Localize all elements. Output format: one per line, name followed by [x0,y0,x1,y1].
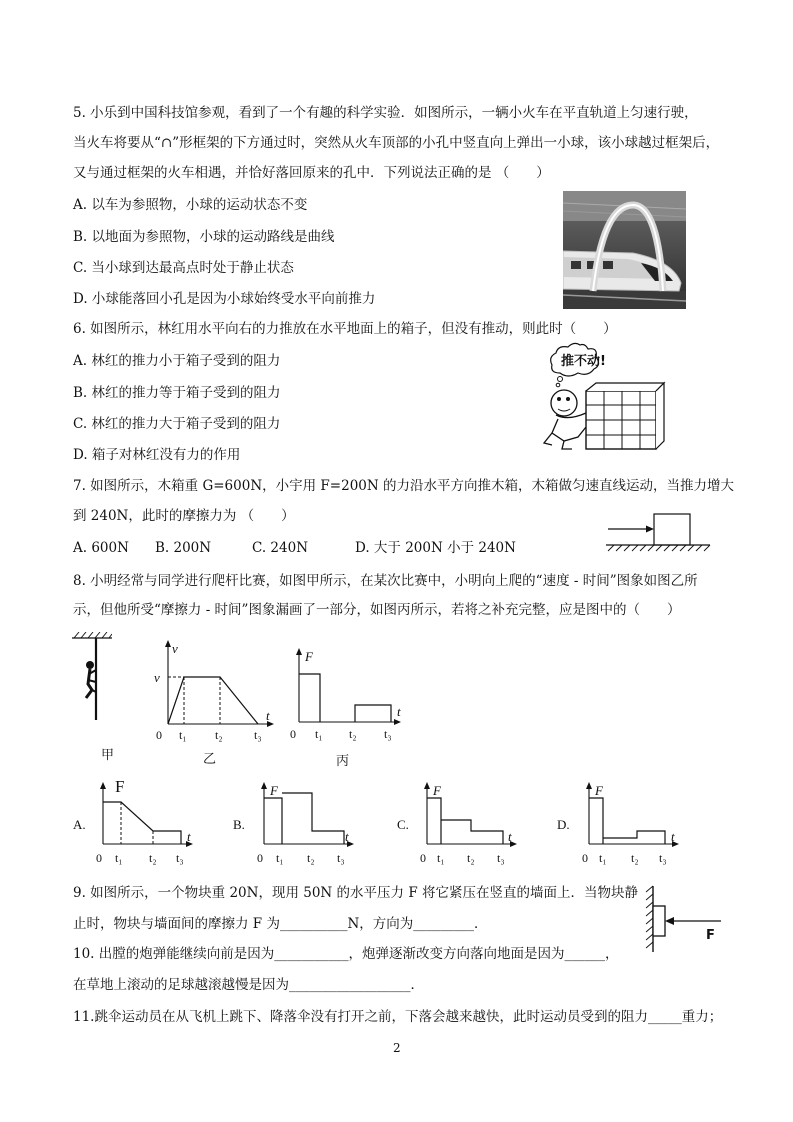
option-d-zero: 0 [582,851,588,865]
option-a-t3: t₃ [176,851,184,865]
q5-stem-line1: 5. 小乐到中国科技馆参观，看到了一个有趣的科学实验．如图所示，一辆小火车在平直轨道上匀速行驶， [73,105,698,121]
option-d-t3: t₃ [659,851,667,865]
q5-option-a: A. 以车为参照物，小球的运动状态不变 [73,197,308,213]
q5-stem-line3: 又与通过框架的火车相遇，并恰好落回原来的孔中．下列说法正确的是 （ ） [73,165,550,181]
q5-stem-line2: 当火车将要从“∩”形框架的下方通过时，突然从火车顶部的小孔中竖直向上弹出一小球，该小球越过框架后， [73,135,720,151]
ft-axis-t: t [397,704,401,719]
page-number: 2 [393,1041,401,1055]
option-c-zero: 0 [420,851,426,865]
q6-stem: 6. 如图所示，林红用水平向右的力推放在水平地面上的箱子，但没有推动，则此时（ ） [73,321,617,337]
q7-option-b: B. 200N [155,540,212,556]
push-box-diagram [604,510,712,552]
label-jia: 甲 [101,747,115,762]
option-d-axis-t: t [671,829,675,844]
q5-option-b: B. 以地面为参照物，小球的运动路线是曲线 [73,229,335,245]
train-photo [563,191,686,309]
option-d-label: D. [557,817,570,832]
q8-stem-line1: 8. 小明经常与同学进行爬杆比赛，如图甲所示，在某次比赛中，小明向上爬的“速度 - 时间”图象如图乙所 [73,573,698,589]
q7-option-c: C. 240N [252,540,309,556]
ft-t3: t₃ [384,727,392,741]
ft-zero: 0 [290,727,296,741]
ft-t2: t₂ [349,727,357,741]
option-a-t2: t₂ [149,851,157,865]
option-a-t1: t₁ [115,851,123,865]
option-b-zero: 0 [257,851,263,865]
ft-axis-F: F [305,649,313,664]
label-bing: 丙 [336,753,350,768]
option-a-graph [97,782,197,850]
bubble-text: 推不动! [561,354,606,369]
label-yi: 乙 [203,751,217,766]
q9-stem-line1: 9. 如图所示，一个物块重 20N，现用 50N 的水平压力 F 将它紧压在竖直的墙面上．当物块静 [73,885,638,901]
option-b-t3: t₃ [337,851,345,865]
vt-axis-v: v [172,641,178,656]
option-b-axis-F: F [270,783,278,798]
ft-t1: t₁ [315,727,323,741]
option-c-t3: t₃ [497,851,505,865]
option-d-t2: t₂ [631,851,639,865]
vt-tick-v: v [154,670,160,685]
q10-line2: 在草地上滚动的足球越滚越慢是因为__________________． [73,977,424,993]
q7-stem-line1: 7. 如图所示，木箱重 G=600N，小宇用 F=200N 的力沿水平方向推木箱，木箱做匀速直线运动，当推力增大 [73,478,734,494]
q5-option-c: C. 当小球到达最高点时处于静止状态 [73,260,294,276]
q7-option-d: D. 大于 200N 小于 240N [355,540,516,556]
q6-option-a: A. 林红的推力小于箱子受到的阻力 [73,353,281,369]
option-d-axis-F: F [595,783,603,798]
option-b-label: B. [233,817,245,832]
option-c-t2: t₂ [467,851,475,865]
q11-line1: 11.跳伞运动员在从飞机上跳下、降落伞没有打开之前，下落会越来越快，此时运动员受到的阻力_____重力； [73,1009,723,1025]
option-c-t1: t₁ [437,851,445,865]
option-a-zero: 0 [96,851,102,865]
q6-option-d: D. 箱子对林红没有力的作用 [73,447,241,463]
q8-stem-line2: 示，但他所受“摩擦力 - 时间”图象漏画了一部分，如图丙所示，若将之补充完整，应是图中的（ ） [73,602,681,618]
q6-option-b: B. 林红的推力等于箱子受到的阻力 [73,385,281,401]
option-d-t1: t₁ [599,851,607,865]
q10-line1: 10. 出膛的炮弹能继续向前是因为___________，炮弹逐渐改变方向落向地面是因为______， [73,946,619,962]
option-a-label: A. [73,817,86,832]
vt-zero: 0 [156,728,162,742]
vt-axis-t: t [266,708,270,723]
option-c-label: C. [397,817,409,832]
option-c-axis-F: F [433,783,441,798]
wall-force-label: F [706,928,715,943]
option-b-t1: t₁ [276,851,284,865]
q7-option-a: A. 600N [73,540,129,556]
q7-stem-line2: 到 240N，此时的摩擦力为 （ ） [73,508,295,524]
climber-figure [72,632,112,722]
q5-option-d: D. 小球能落回小孔是因为小球始终受水平向前推力 [73,291,376,307]
option-a-axis-t: t [187,829,191,844]
vt-t2: t₂ [215,728,223,742]
option-b-axis-t: t [345,829,349,844]
option-c-axis-t: t [508,829,512,844]
option-a-axis-F: F [115,777,125,796]
option-b-t2: t₂ [307,851,315,865]
q9-stem-line2: 止时，物块与墙面间的摩擦力 F 为__________N，方向为_________． [73,916,488,932]
vt-t3: t₃ [254,728,262,742]
wall-block-figure [643,884,725,954]
vt-t1: t₁ [179,728,187,742]
q6-option-c: C. 林红的推力大于箱子受到的阻力 [73,416,281,432]
